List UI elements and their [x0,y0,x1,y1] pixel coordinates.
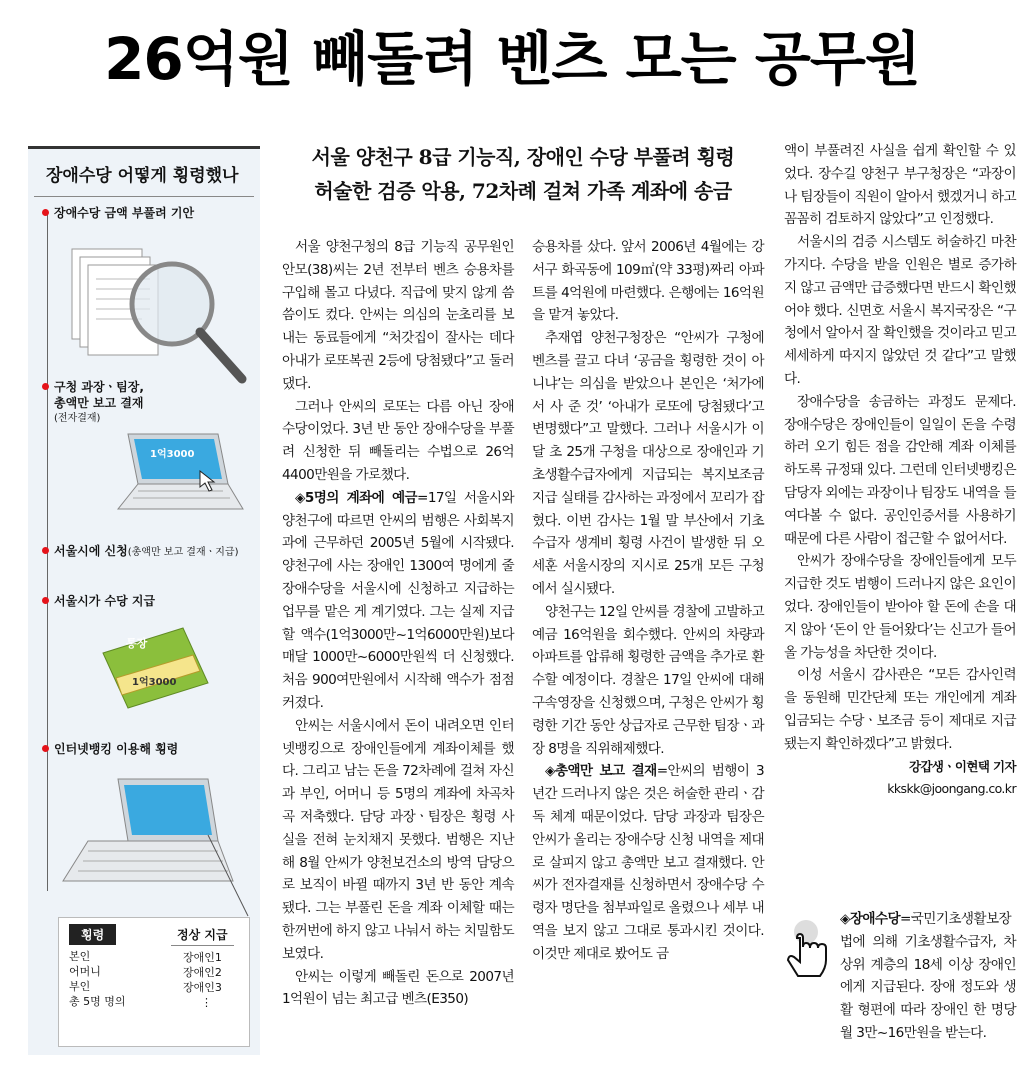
step-1: 장애수당 금액 부풀려 기안 [42,205,254,221]
step-3: 서울시에 신청(총액만 보고 결재ㆍ지급) [42,543,254,561]
article-column-1 [282,236,514,1011]
step-2: 구청 과장ㆍ팀장, 총액만 보고 결재 (전자결재) [42,379,254,427]
list-item: 장애인2 [183,966,222,979]
step-4: 서울시가 수당 지급 [42,593,254,609]
article-column-3 [784,140,1016,800]
paragraph: 양천구는 12일 안씨를 경찰에 고발하고 예금 16억원을 회수했다. 안씨의 차량과 아파트를 압류해 횡령한 금액을 추가로 환수할 예정이다. 경찰은 17일 안씨에 대해 구속영장을 신청했으며, 구청은 안씨가 횡령한 기간 동안 상급자로 근무한 팀장ㆍ과장 8명을 직위해제했다. [532,603,764,757]
list-item: 장애인3 [183,981,222,994]
definition-lead: ◈장애수당 [840,911,900,927]
laptop-illustration [108,429,248,519]
recipient-table [58,917,250,1047]
definition-box [784,908,1016,1045]
normal-payment-header: 정상 지급 [171,924,234,946]
article-column-2 [532,236,764,966]
paragraph: 승용차를 샀다. 앞서 2006년 4월에는 강서구 화곡동에 109㎡(약 33평)짜리 아파트를 4억원에 마련했다. 은행에는 16억원을 맡겨 놓았다. [532,239,764,324]
list-item: 본인 [69,950,91,963]
author-email: kkskk@joongang.co.kr [887,780,1016,796]
bankbook-illustration [88,623,218,713]
paragraph: 서울 양천구청의 8급 기능직 공무원인 안모(38)씨는 2년 전부터 벤츠 승용차를 구입해 몰고 다녔다. 직급에 맞지 않게 씀씀이도 컸다. 안씨는 의심의 눈초리를 보내는 동료들에게 “처갓집이 잘사는 데다 아내가 로또복권 2등에 당첨됐다”고 둘러댔다. [282,239,514,392]
paragraph: ◈5명의 계좌에 예금=17일 서울시와 양천구에 따르면 안씨의 범행은 사회복지과에 근무하던 2005년 5월에 시작됐다. 양천구에 사는 장애인 1300여 명에게 줄 장애수당을 서울시에 신청하고 지급하는 업무를 맡은 게 계기였다. 그는 실제 지급할 액수(1억3000만~1억6000만원)보다 매달 1000만~6000만원씩 더 신청했다. 처음 900여만원에서 시작해 액수가 점점 커졌다. [282,489,514,711]
section-lead: ◈5명의 계좌에 예금 [295,489,418,506]
paragraph: 장애수당을 송금하는 과정도 문제다. 장애수당은 장애인들이 일일이 돈을 수령하러 오기 힘든 점을 감안해 계좌 이체를 하도록 규정돼 있다. 그런데 인터넷뱅킹은 담당자 외에는 과장이나 팀장도 내역을 들여다볼 수 없다. 공인인증서를 사용하기 때문에 다른 사람이 접근할 수 없어서다. [784,393,1016,547]
infographic-title: 장애수당 어떻게 횡령했나 [34,149,254,197]
bankbook-amount: 1억3000 [132,677,177,688]
byline: 강갑생ㆍ이현택 기자 [908,758,1016,774]
subheadline: 서울 양천구 8급 기능직, 장애인 수당 부풀려 횡령 허술한 검증 악용, 72차례 걸쳐 가족 계좌에 송금 [311,145,735,203]
list-item: 어머니 [69,965,101,978]
bullet-icon [42,745,49,752]
definition-text: =국민기초생활보장법에 의해 기초생활수급자, 차상위 계층의 18세 이상 장애인에게 지급된다. 장애 정도와 생활 형편에 따라 장애인 한 명당 월 3만~16만원을 받는다. [840,911,1016,1041]
paragraph: 안씨는 서울시에서 돈이 내려오면 인터넷뱅킹으로 장애인들에게 계좌이체를 했다. 그리고 남는 돈을 72차례에 걸쳐 자신과 부인, 어머니 등 5명의 계좌에 차곡차곡 저축했다. 담당 과장ㆍ팀장은 횡령 사실을 전혀 눈치채지 못했다. 범행은 지난해 8월 안씨가 양천보건소의 방역 담당으로 보직이 바뀔 때까지 3년 반 동안 계속됐다. 그는 부풀린 돈을 계좌 이체할 때는 한꺼번에 하지 않고 나눠서 하는 치밀함도 보였다. [282,717,514,962]
paragraph: 이성 서울시 감사관은 “모든 감사인력을 동원해 민간단체 또는 개인에게 계좌 입금되는 수당ㆍ보조금 등이 제대로 지급됐는지 확인하겠다”고 밝혔다. [784,667,1016,752]
paragraph: 안씨는 이렇게 빼돌린 돈으로 2007년 1억원이 넘는 최고급 벤츠(E350) [282,968,514,1008]
paragraph: 그러나 안씨의 로또는 다름 아닌 장애수당이었다. 3년 반 동안 장애수당을 부풀려 신청한 뒤 빼돌리는 수법으로 26억4400만원을 가로챘다. [282,398,514,483]
bullet-icon [42,209,49,216]
headline: 26억원 빼돌려 벤츠 모는 공무원 [104,25,920,93]
bullet-icon [42,383,49,390]
laptop-screen-amount: 1억3000 [150,449,195,460]
step-5: 인터넷뱅킹 이용해 횡령 [42,741,254,757]
list-item: 장애인1 [183,951,222,964]
laptop-illustration-2 [58,771,258,921]
infographic-sidebar [28,146,260,1055]
paragraph: 서울시의 검증 시스템도 허술하긴 마찬가지다. 수당을 받을 인원은 별로 증가하지 않고 금액만 급증했다면 반드시 확인했어야 했다. 신면호 서울시 복지국장은 “구청에서 알아서 잘 확인했을 것이라고 믿고 세세하게 따지지 않았던 것 같다”고 말했다. [784,234,1016,387]
paragraph: 액이 부풀려진 사실을 쉽게 확인할 수 있었다. 장수길 양천구 부구청장은 “과장이나 팀장들이 직원이 알아서 했겠거니 하고 꼼꼼히 검토하지 않았다”고 인정했다. [784,143,1016,228]
magnifier-document-illustration [62,229,252,399]
paragraph: ◈총액만 보고 결재=안씨의 범행이 3년간 드러나지 않은 것은 허술한 관리ㆍ감독 체계 때문이었다. 담당 과장과 팀장은 안씨가 올리는 장애수당 신청 내역을 제대로 살피지 않고 총액만 보고 결재했다. 안씨가 전자결재를 신청하면서 장애수당 수령자 명단을 첨부파일로 올렸으나 세부 내역을 보지 않고 그대로 통과시킨 것이다. 이것만 제대로 봤어도 금 [532,763,764,962]
paragraph: 안씨가 장애수당을 장애인들에게 모두 지급한 것도 범행이 드러나지 않은 요인이었다. 장애인들이 받아야 할 돈에 손을 대지 않아 ‘돈이 안 들어왔다’는 신고가 들어올 가능성을 차단한 것이다. [784,553,1016,661]
list-item: 총 5명 명의 [69,995,126,1008]
embezzled-header: 횡령 [69,924,116,945]
bankbook-label: 통장 [126,637,148,650]
paragraph: 추재엽 양천구청장은 “안씨가 구청에 벤츠를 끌고 다녀 ‘공금을 횡령한 것이 아니냐’는 의심을 받았으나 본인은 ‘처가에서 사 준 것’ ‘아내가 로또에 당첨됐다’고 변명했다”고 말했다. 그러나 서울시가 이달 초 25개 구청을 대상으로 장애인과 기초생활수급자에게 지급되는 복지보조금 지급 실태를 감사하는 과정에서 꼬리가 잡혔다. 이번 감사는 1월 말 부산에서 기초수급자 생계비 횡령 사건이 발생한 뒤 오세훈 서울시장의 지시로 25개 모든 구청에서 실시됐다. [532,330,764,597]
bullet-icon [42,547,49,554]
list-item: 부인 [69,980,91,993]
section-lead: ◈총액만 보고 결재 [545,763,657,780]
bullet-icon [42,597,49,604]
list-item: ⋮ [201,996,212,1009]
